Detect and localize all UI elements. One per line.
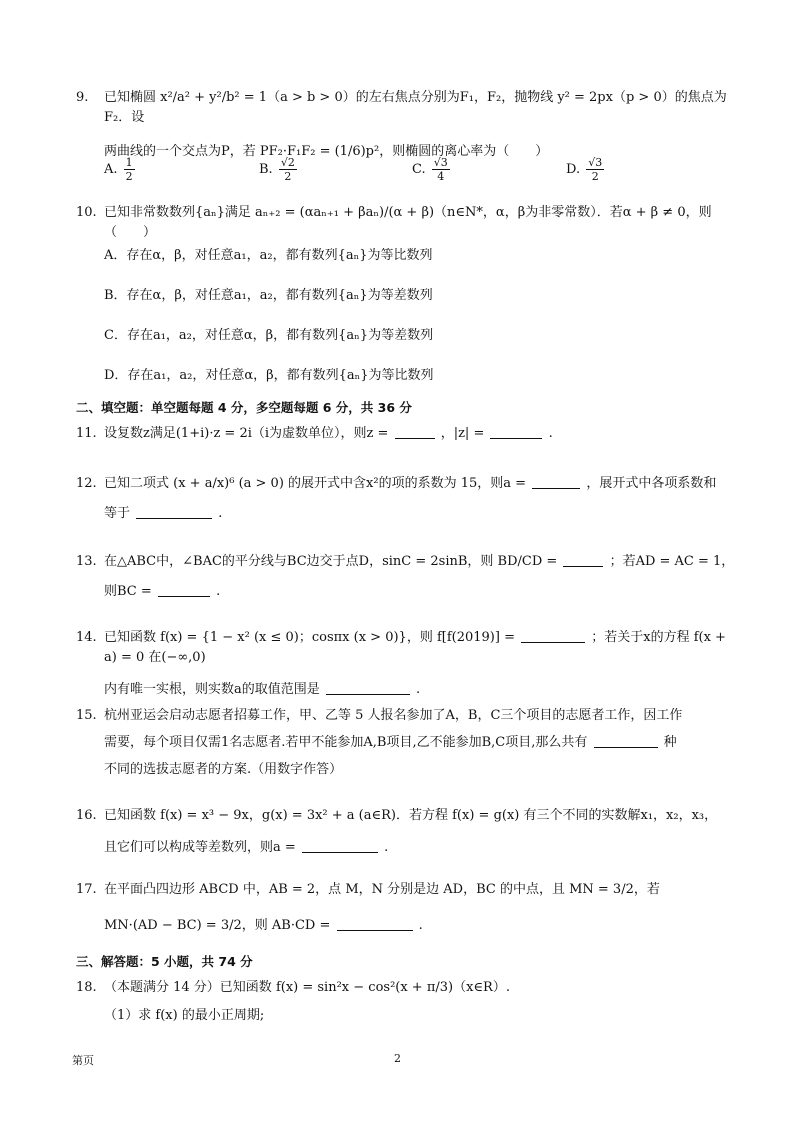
question-number: 16. [76,808,97,823]
question-number: 10. [76,205,97,220]
question-text: 已知非常数数列{aₙ}满足 aₙ₊₂ = (αaₙ₊₁ + βaₙ)/(α + β)（n∈N*，α，β为非零常数）．若α + β ≠ 0，则（ ） [104,205,712,240]
page-number: 2 [394,1052,401,1065]
question-text: 在△ABC中，∠BAC的平分线与BC边交于点D，sinC = 2sinB，则 BD/CD = [104,554,558,569]
question-14 [76,628,736,700]
question-12 [76,474,736,524]
answer-blank[interactable] [136,504,212,519]
question-number: 14. [76,630,97,645]
question-number: 13. [76,554,97,569]
question-number: 18. [76,980,97,995]
answer-blank[interactable] [594,733,658,748]
option-d: D．存在a₁，a₂，对任意α，β，都有数列{aₙ}为等比数列 [104,368,434,383]
question-text: . [384,840,389,855]
question-16 [76,806,736,858]
question-text: 种 [663,735,677,750]
question-18 [76,978,736,1026]
answer-blank[interactable] [532,474,580,489]
answer-blank[interactable] [337,916,413,931]
question-text: 不同的选拔志愿者的方案.（用数字作答） [104,762,343,777]
question-text: MN·(AD − BC) = 3/2，则 AB·CD = [104,918,331,933]
question-text: . [416,682,421,697]
question-text: 设复数z满足(1+i)·z = 2i（i为虚数单位），则z = [104,426,389,441]
question-number: 9. [76,90,89,105]
option-b: B．存在α，β，对任意a₁，a₂，都有数列{aₙ}为等差数列 [104,288,433,303]
option-a: A. $\frac{1}{2}$ [104,156,133,183]
question-number: 11. [76,426,97,441]
question-text: ；若AD = AC = 1， [609,554,735,569]
question-text: 已知函数 f(x) = {1 − x² (x ≤ 0)；cosπx (x > 0)}，则 f[f(2019)] = [104,630,515,645]
question-text: 则BC = [104,584,152,599]
question-text: （本题满分 14 分）已知函数 f(x) = sin²x − cos²(x + π/3)（x∈R）. [104,980,510,995]
answer-blank[interactable] [302,838,378,853]
question-number: 17. [76,882,97,897]
footer-label: 第页 [72,1054,94,1067]
question-11 [76,424,736,444]
question-text: ，展开式中各项系数和 [586,476,717,491]
answer-blank[interactable] [490,424,542,439]
answer-blank[interactable] [563,552,603,567]
question-9 [76,88,736,162]
option-a: A．存在α，β，对任意a₁，a₂，都有数列{aₙ}为等比数列 [104,248,433,263]
question-text: 两曲线的一个交点为P，若 PF₂·F₁F₂ = (1/6)p²，则椭圆的离心率为（ ） [104,144,549,159]
sub-question: （1）求 f(x) 的最小正周期; [104,1008,265,1023]
question-text: . [418,918,423,933]
option-c: C. $\frac{√3}{4}$ [412,156,448,183]
question-text: 且它们可以构成等差数列，则a = [104,840,296,855]
question-text: 等于 [104,506,131,521]
answer-blank[interactable] [326,680,410,695]
question-number: 12. [76,476,97,491]
question-17 [76,880,736,936]
question-text: 在平面凸四边形 ABCD 中，AB = 2，点 M，N 分别是边 AD，BC 的中点，且 MN = 3/2，若 [104,882,660,897]
question-text: . [216,584,221,599]
question-text: 已知二项式 (x + a/x)⁶ (a > 0) 的展开式中含x²的项的系数为 15，则a = [104,476,527,491]
question-15 [76,706,736,780]
answer-blank[interactable] [521,628,585,643]
question-text: ，|z| = [440,426,485,441]
answer-blank[interactable] [158,582,210,597]
option-c: C．存在a₁，a₂，对任意α，β，都有数列{aₙ}为等差数列 [104,328,434,343]
option-b: B. $\frac{√2}{2}$ [259,156,295,183]
question-13 [76,552,736,602]
question-text: ；若关于x的方程 f(x + a) = 0 在(−∞,0) [104,630,726,665]
question-text: 已知椭圆 x²/a² + y²/b² = 1（a > b > 0）的左右焦点分别为F₁，F₂，抛物线 y² = 2px（p > 0）的焦点为F₂．设 [104,90,727,125]
section-heading: 三、解答题：5 小题，共 74 分 [76,954,253,969]
question-number: 15. [76,708,97,723]
question-text: . [548,426,553,441]
question-10 [76,203,736,243]
section-heading: 二、填空题：单空题每题 4 分，多空题每题 6 分，共 36 分 [76,400,412,415]
answer-blank[interactable] [395,424,435,439]
question-text: . [218,506,223,521]
question-text: 已知函数 f(x) = x³ − 9x，g(x) = 3x² + a (a∈R)．若方程 f(x) = g(x) 有三个不同的实数解x₁，x₂，x₃， [104,808,718,823]
question-text: 需要，每个项目仅需1名志愿者.若甲不能参加A,B项目,乙不能参加B,C项目,那么共有 [104,735,588,750]
question-text: 杭州亚运会启动志愿者招募工作，甲、乙等 5 人报名参加了A，B，C三个项目的志愿者工作，因工作 [104,708,683,723]
option-d: D. $\frac{√3}{2}$ [566,156,603,183]
question-text: 内有唯一实根，则实数a的取值范围是 [104,682,320,697]
